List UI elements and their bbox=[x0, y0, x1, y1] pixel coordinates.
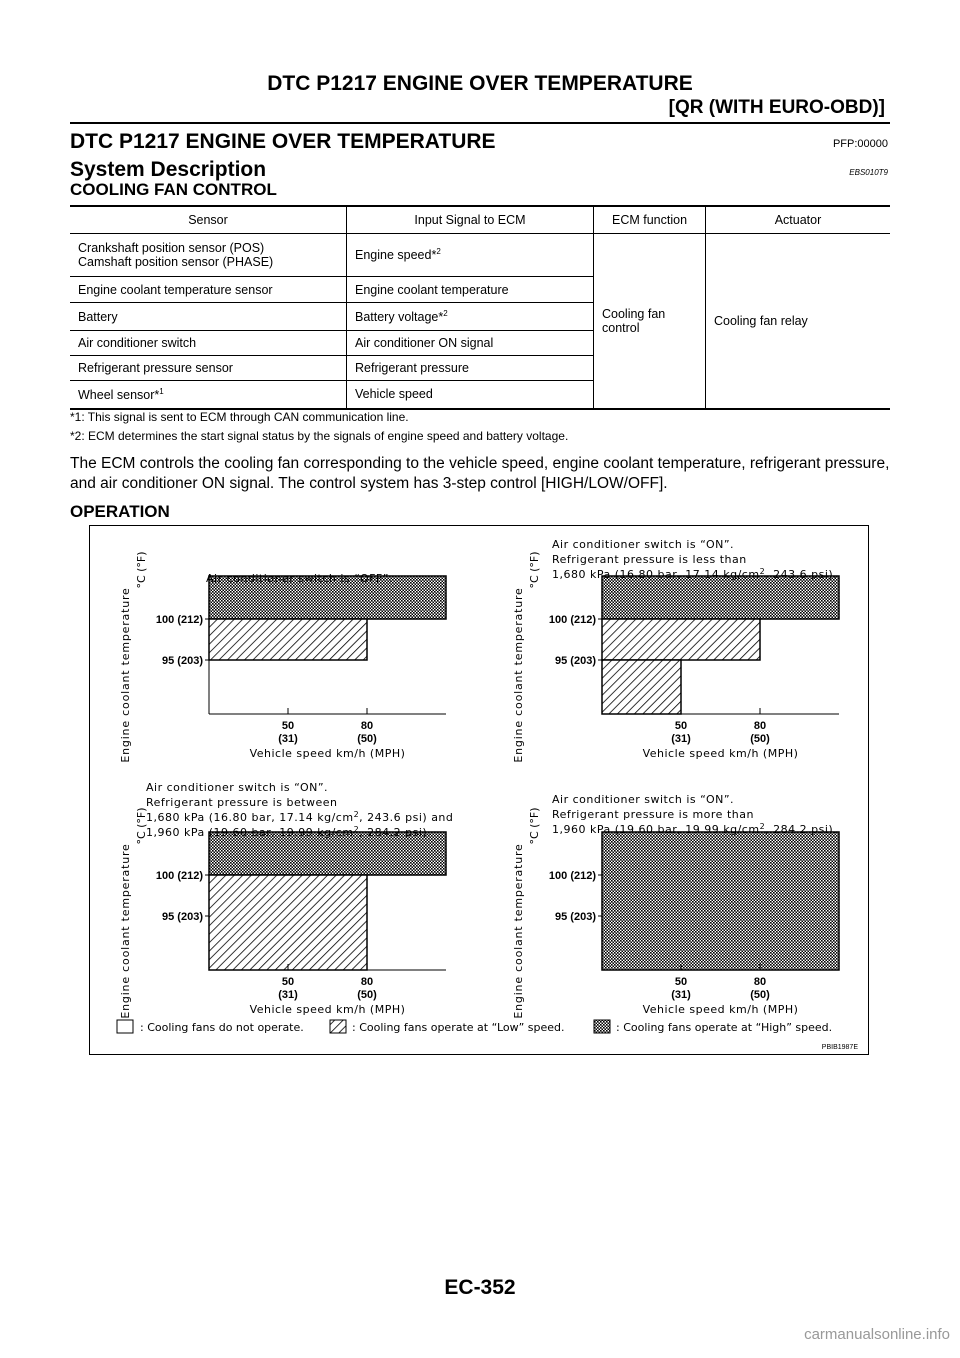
caption-line: 1,680 kPa (16.80 bar, 17.14 $kg/cm^2$, 243.6 psi) and bbox=[146, 810, 454, 824]
signal-table bbox=[70, 205, 890, 410]
x-axis-label: Vehicle speed km/h (MPH) bbox=[249, 747, 406, 760]
y-tick-label: 95 (203) bbox=[555, 655, 596, 667]
y-tick-label: 95 (203) bbox=[555, 911, 596, 923]
caption-line: 1,680 kPa (16.80 bar, 17.14 $kg/cm^2$, 243.6 psi). bbox=[552, 567, 838, 581]
legend-high-swatch bbox=[594, 1020, 610, 1033]
header-divider bbox=[70, 122, 890, 124]
legend-high-label: : Cooling fans operate at “High” speed. bbox=[616, 1021, 833, 1034]
table-cell bbox=[347, 303, 594, 331]
x-tick-label: 50 bbox=[674, 720, 688, 732]
actuator-cell: Cooling fan relay bbox=[706, 234, 891, 409]
x-axis-label: Vehicle speed km/h (MPH) bbox=[642, 747, 799, 760]
caption-line: Air conditioner switch is “OFF”. bbox=[206, 572, 393, 585]
x-tick-label: 80 bbox=[753, 976, 767, 988]
low-speed-region bbox=[209, 875, 367, 970]
cell-text: Camshaft position sensor (PHASE) bbox=[78, 255, 274, 269]
panel-caption bbox=[146, 781, 453, 839]
chart-panel bbox=[512, 807, 839, 1018]
cell-text: Engine speed* bbox=[355, 248, 437, 263]
section-code: PFP:00000 bbox=[832, 138, 888, 150]
table-cell: Battery bbox=[70, 303, 347, 331]
table-cell: Engine coolant temperature bbox=[347, 277, 594, 303]
caption-line: 1,960 kPa (19.60 bar, 19.99 $kg/cm^2$, 284.2 psi). bbox=[552, 822, 838, 836]
ecm-function-cell bbox=[594, 234, 706, 409]
x-tick-label: (50) bbox=[357, 733, 377, 745]
system-description-title: System Description bbox=[70, 158, 267, 181]
x-tick-label: (50) bbox=[750, 733, 770, 745]
footnote-1: *1: This signal is sent to ECM through CAN communication line. bbox=[70, 410, 409, 424]
chart-panel bbox=[512, 551, 839, 762]
x-tick-label: (31) bbox=[671, 989, 691, 1001]
legend-off-label: : Cooling fans do not operate. bbox=[140, 1021, 304, 1034]
low-speed-region bbox=[602, 660, 681, 714]
column-header: ECM function bbox=[594, 206, 706, 234]
description-paragraph: The ECM controls the cooling fan corresponding to the vehicle speed, engine coolant temperature, refrigerant pressure, and air conditioner ON signal. The control system has 3-step control [HIGH/LOW/OFF]. bbox=[70, 455, 890, 492]
x-tick-label: 50 bbox=[674, 976, 688, 988]
y-tick-label: 100 (212) bbox=[548, 614, 596, 626]
y-tick-label: 95 (203) bbox=[162, 911, 203, 923]
x-tick-label: (50) bbox=[750, 989, 770, 1001]
operation-title: OPERATION bbox=[70, 502, 170, 521]
y-axis-unit-label: °C (°F) bbox=[135, 807, 148, 845]
system-description-code: EBS010T9 bbox=[849, 168, 888, 177]
x-tick-label: 80 bbox=[360, 976, 374, 988]
table-cell: Air conditioner switch bbox=[70, 331, 347, 356]
legend-low-swatch bbox=[330, 1020, 346, 1033]
caption-line: Air conditioner switch is “ON”. bbox=[146, 781, 329, 794]
x-axis-label: Vehicle speed km/h (MPH) bbox=[642, 1003, 799, 1016]
watermark: carmanualsonline.info bbox=[804, 1326, 950, 1343]
table-header-row bbox=[70, 206, 890, 234]
footnote-marker: 1 bbox=[159, 386, 164, 396]
low-speed-region bbox=[602, 619, 760, 660]
x-tick-label: 80 bbox=[360, 720, 374, 732]
column-header: Actuator bbox=[706, 206, 891, 234]
table-cell bbox=[347, 234, 594, 277]
caption-line: Air conditioner switch is “ON”. bbox=[552, 538, 735, 551]
table-cell: Vehicle speed bbox=[347, 381, 594, 409]
cell-text: Crankshaft position sensor (POS) bbox=[78, 241, 265, 255]
footnote-marker: 2 bbox=[443, 308, 448, 318]
y-axis-label: Engine coolant temperature bbox=[512, 843, 525, 1019]
x-tick-label: (31) bbox=[278, 733, 298, 745]
y-axis-label: Engine coolant temperature bbox=[119, 843, 132, 1019]
y-tick-label: 100 (212) bbox=[155, 870, 203, 882]
page-header-title: DTC P1217 ENGINE OVER TEMPERATURE bbox=[267, 72, 693, 95]
figure-code: PBIB1987E bbox=[821, 1044, 858, 1051]
caption-line: Refrigerant pressure is between bbox=[146, 796, 338, 809]
column-header: Input Signal to ECM bbox=[347, 206, 594, 234]
y-tick-label: 95 (203) bbox=[162, 655, 203, 667]
caption-line: Refrigerant pressure is less than bbox=[552, 553, 747, 566]
y-axis-label: Engine coolant temperature bbox=[119, 587, 132, 763]
cell-text: Battery voltage* bbox=[355, 310, 444, 325]
panel-caption bbox=[552, 793, 837, 836]
footnote-marker: 2 bbox=[436, 247, 441, 257]
chart-panel bbox=[119, 807, 446, 1018]
low-speed-region bbox=[209, 619, 367, 660]
y-tick-label: 100 (212) bbox=[548, 870, 596, 882]
caption-line: Air conditioner switch is “ON”. bbox=[552, 793, 735, 806]
table-row bbox=[70, 234, 890, 277]
cell-text: Wheel sensor* bbox=[78, 387, 160, 402]
x-tick-label: (50) bbox=[357, 989, 377, 1001]
page-number: EC-352 bbox=[444, 1276, 516, 1299]
cell-text: control bbox=[602, 320, 640, 335]
legend-off-swatch bbox=[117, 1020, 133, 1033]
cell-text: Cooling fan bbox=[602, 306, 666, 321]
section-title: DTC P1217 ENGINE OVER TEMPERATURE bbox=[70, 130, 496, 153]
table-cell: Air conditioner ON signal bbox=[347, 331, 594, 356]
high-speed-region bbox=[602, 832, 839, 970]
panel-caption bbox=[552, 538, 837, 581]
table-cell: Engine coolant temperature sensor bbox=[70, 277, 347, 303]
x-tick-label: 50 bbox=[281, 720, 295, 732]
x-tick-label: (31) bbox=[278, 989, 298, 1001]
column-header: Sensor bbox=[70, 206, 347, 234]
x-tick-label: (31) bbox=[671, 733, 691, 745]
x-axis-label: Vehicle speed km/h (MPH) bbox=[249, 1003, 406, 1016]
table-cell: Refrigerant pressure sensor bbox=[70, 356, 347, 381]
y-axis-unit-label: °C (°F) bbox=[528, 551, 541, 589]
caption-line: Refrigerant pressure is more than bbox=[552, 808, 754, 821]
footnote-2: *2: ECM determines the start signal status by the signals of engine speed and battery voltage. bbox=[70, 429, 569, 443]
high-speed-region bbox=[602, 576, 839, 619]
caption-line: 1,960 kPa (19.60 bar, 19.99 $kg/cm^2$, 284.2 psi). bbox=[146, 825, 432, 839]
table-cell bbox=[70, 381, 347, 409]
page-header-subtitle: [QR (WITH EURO-OBD)] bbox=[668, 97, 885, 118]
panel-caption bbox=[206, 572, 393, 585]
table-cell bbox=[70, 234, 347, 277]
y-axis-unit-label: °C (°F) bbox=[135, 551, 148, 589]
y-tick-label: 100 (212) bbox=[155, 614, 203, 626]
cooling-fan-control-title: COOLING FAN CONTROL bbox=[70, 180, 277, 199]
operation-figure bbox=[89, 525, 869, 1055]
x-tick-label: 50 bbox=[281, 976, 295, 988]
legend-low-label: : Cooling fans operate at “Low” speed. bbox=[352, 1021, 565, 1034]
table-cell: Refrigerant pressure bbox=[347, 356, 594, 381]
x-tick-label: 80 bbox=[753, 720, 767, 732]
y-axis-label: Engine coolant temperature bbox=[512, 587, 525, 763]
y-axis-unit-label: °C (°F) bbox=[528, 807, 541, 845]
operation-diagrams bbox=[90, 526, 868, 1054]
